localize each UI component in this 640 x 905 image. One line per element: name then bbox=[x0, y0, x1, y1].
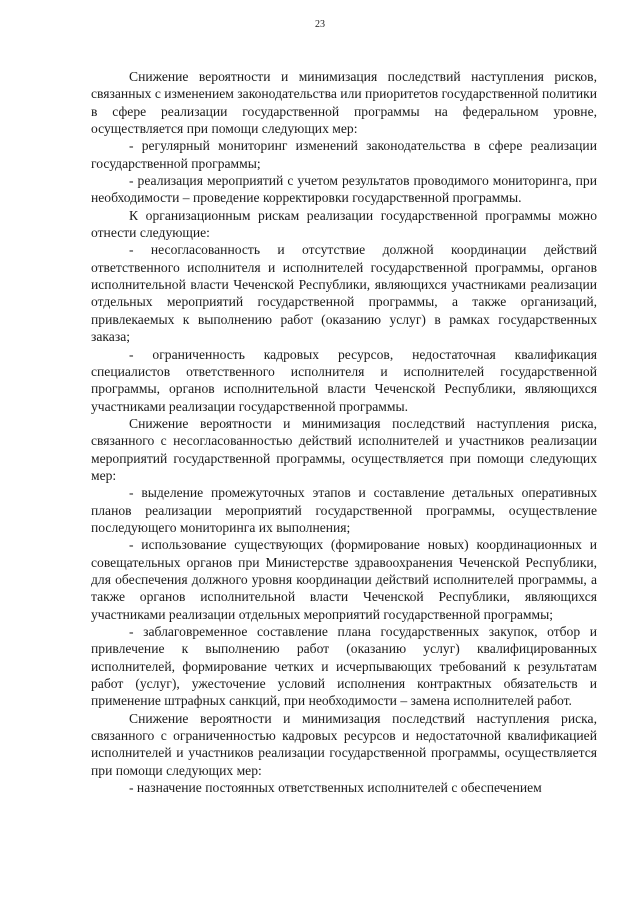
paragraph-legislation-risk-measures-intro: Снижение вероятности и минимизация последствий наступления рисков, связанных с изменением законодательства или приоритетов государственной политики в сфере реализации государственной программы на федеральном уровне, осуществляется при помощи следующих мер: bbox=[91, 69, 597, 137]
page-number: 23 bbox=[315, 19, 325, 30]
list-item-procurement-plan: - заблаговременное составление плана государственных закупок, отбор и привлечение к выполнению работ (оказанию услуг) квалифицированных исполнителей, формирование четких и исчерпывающих требований к результатам работ (услуг), ужесточение условий исполнения контрактных обязательств и применение штрафных санкций, при необходимости – замена исполнителей работ. bbox=[91, 624, 597, 709]
list-item-legislation-monitoring: - регулярный мониторинг изменений законодательства в сфере реализации государственной программы; bbox=[91, 138, 597, 171]
list-item-intermediate-stages: - выделение промежуточных этапов и составление детальных оперативных планов реализации мероприятий государственной программы, осуществление последующего мониторинга их выполнения; bbox=[91, 485, 597, 535]
document-body bbox=[91, 68, 597, 796]
paragraph-staffing-risk-measures-intro: Снижение вероятности и минимизация последствий наступления риска, связанного с ограниченностью кадровых ресурсов и недостаточной квалификацией исполнителей и участников реализации государственной программы, осуществляется при помощи следующих мер: bbox=[91, 710, 597, 778]
list-item-permanent-executors: - назначение постоянных ответственных исполнителей с обеспечением bbox=[129, 780, 542, 796]
list-item-staffing-risk: - ограниченность кадровых ресурсов, недостаточная квалификация специалистов ответственного исполнителя и исполнителей государственной программы, органов исполнительной власти Чеченской Республики, являющихся участниками реализации государственной программы. bbox=[91, 346, 597, 414]
paragraph-organizational-risks-intro: К организационным рискам реализации государственной программы можно отнести следующие: bbox=[91, 207, 597, 241]
list-item-program-adjustment: - реализация мероприятий с учетом результатов проводимого мониторинга, при необходимости – проведение корректировки государственной программы. bbox=[91, 173, 597, 206]
list-item-coordination-risk: - несогласованность и отсутствие должной координации действий ответственного исполнителя и исполнителей государственной программы, органов исполнительной власти Чеченской Республики, являющихся участниками реализации отдельных мероприятий государственной программы, а также организаций, привлекаемых к выполнению работ (оказанию услуг) в рамках государственных заказа; bbox=[91, 242, 597, 345]
paragraph-coordination-risk-measures-intro: Снижение вероятности и минимизация последствий наступления риска, связанного с несогласованностью действий исполнителей и участников реализации мероприятий государственной программы, осуществляется при помощи следующих мер: bbox=[91, 415, 597, 483]
list-item-coordination-bodies: - использование существующих (формирование новых) координационных и совещательных органов при Министерстве здравоохранения Чеченской Республики, для обеспечения должного уровня координации действий исполнителей программы, а также органов исполнительной власти Чеченской Республики, являющихся участниками реализации отдельных мероприятий государственной программы; bbox=[91, 537, 597, 622]
